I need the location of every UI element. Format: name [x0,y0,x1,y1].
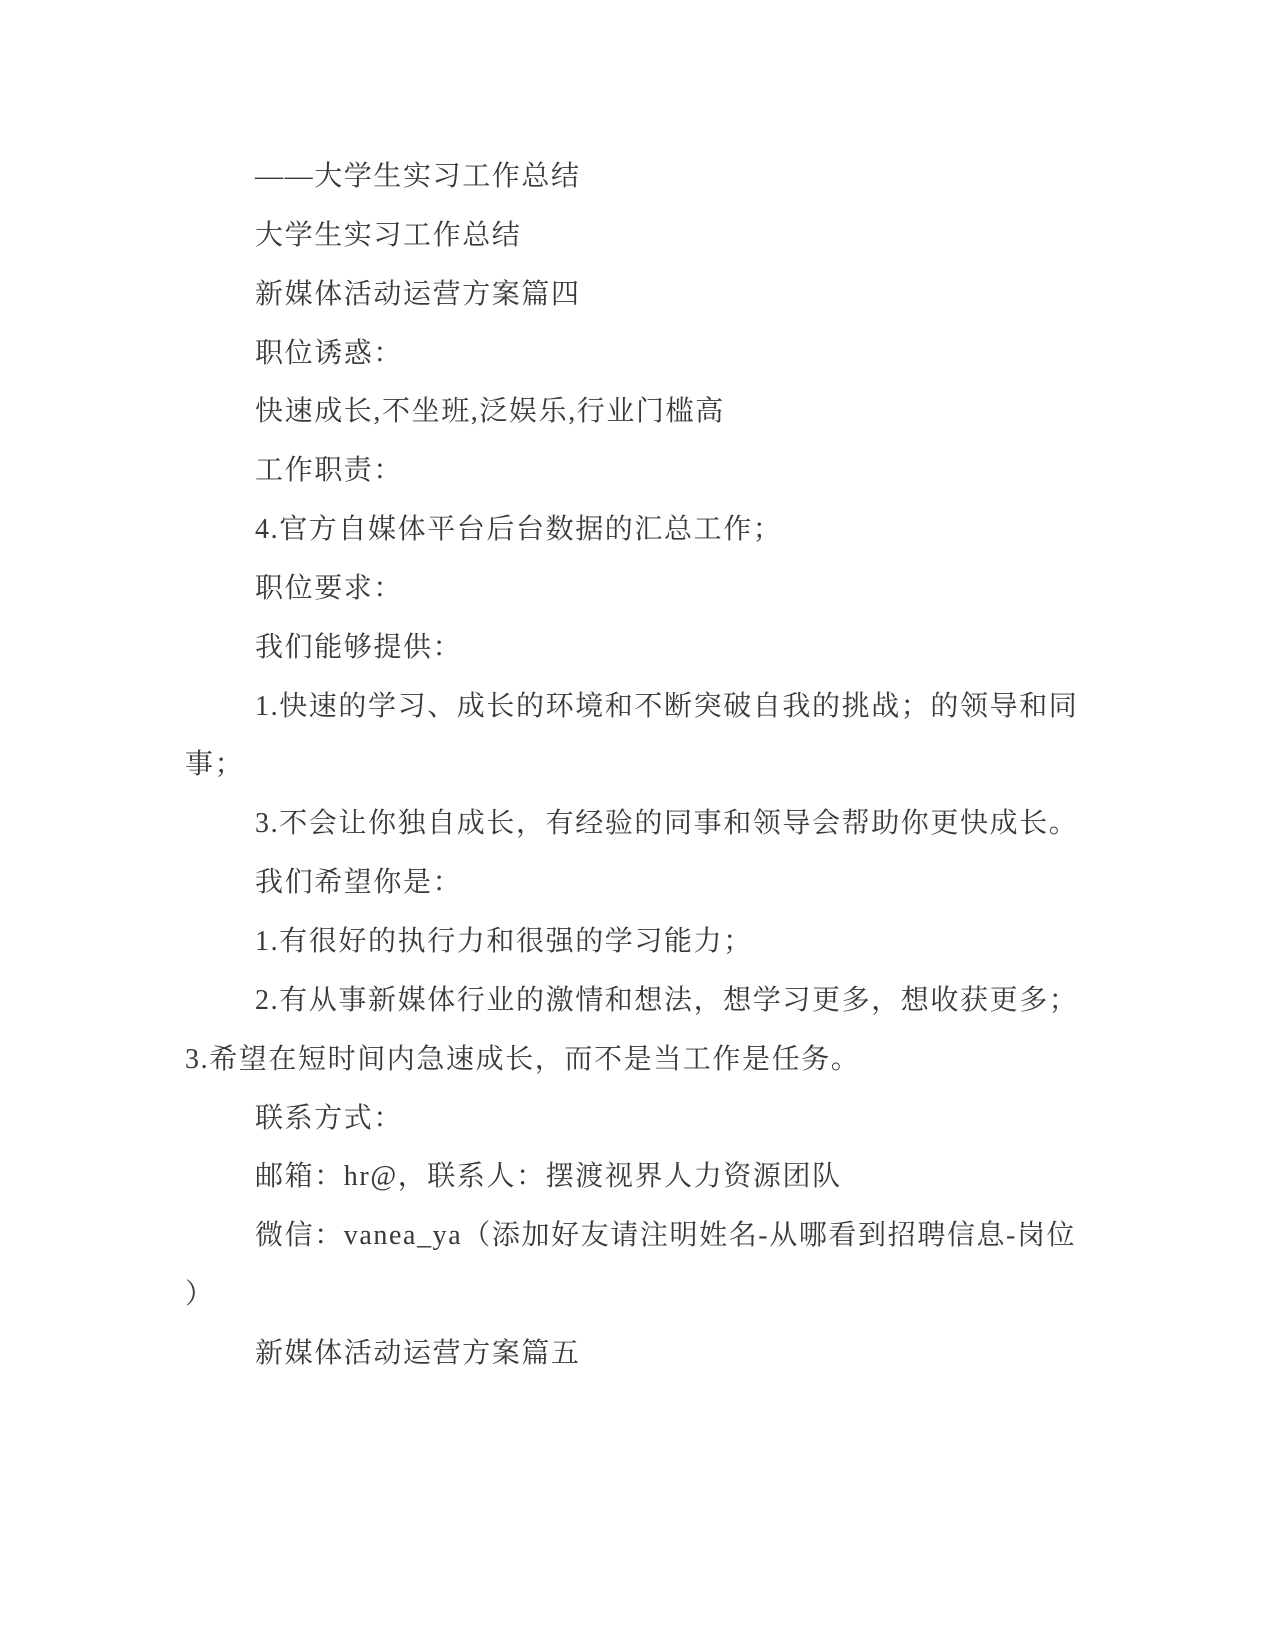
text-line: 我们希望你是： [255,867,463,899]
text-line: 职位诱惑： [255,337,404,369]
text-line: 微信：vanea_ya（添加好友请注明姓名-从哪看到招聘信息-岗位 [255,1220,1077,1252]
text-line: 我们能够提供： [255,631,463,663]
text-line: ——大学生实习工作总结 [255,161,581,192]
text-line: 工作职责： [255,455,404,487]
text-line: 联系方式： [255,1102,404,1134]
text-line: 新媒体活动运营方案篇四 [255,278,581,310]
text-line: 大学生实习工作总结 [255,219,522,251]
text-line: 3.不会让你独自成长，有经验的同事和领导会帮助你更快成长。 [255,808,1079,840]
text-line: 3.希望在短时间内急速成长，而不是当工作是任务。 [185,1043,861,1075]
text-line: 1.有很好的执行力和很强的学习能力； [255,925,753,957]
document-body [185,148,1090,1384]
text-line: 4.官方自媒体平台后台数据的汇总工作； [255,514,783,546]
text-line: 邮箱：hr@，联系人：摆渡视界人力资源团队 [255,1161,842,1193]
text-line: 1.快速的学习、成长的环境和不断突破自我的挑战；的领导和同 [255,690,1079,722]
text-line: 2.有从事新媒体行业的激情和想法，想学习更多，想收获更多； [255,984,1079,1016]
text-line: 新媒体活动运营方案篇五 [255,1337,581,1369]
text-line: ） [185,1279,215,1311]
text-line: 事； [185,749,245,781]
text-line: 快速成长,不坐班,泛娱乐,行业门槛高 [255,396,725,428]
text-line: 职位要求： [255,572,404,604]
